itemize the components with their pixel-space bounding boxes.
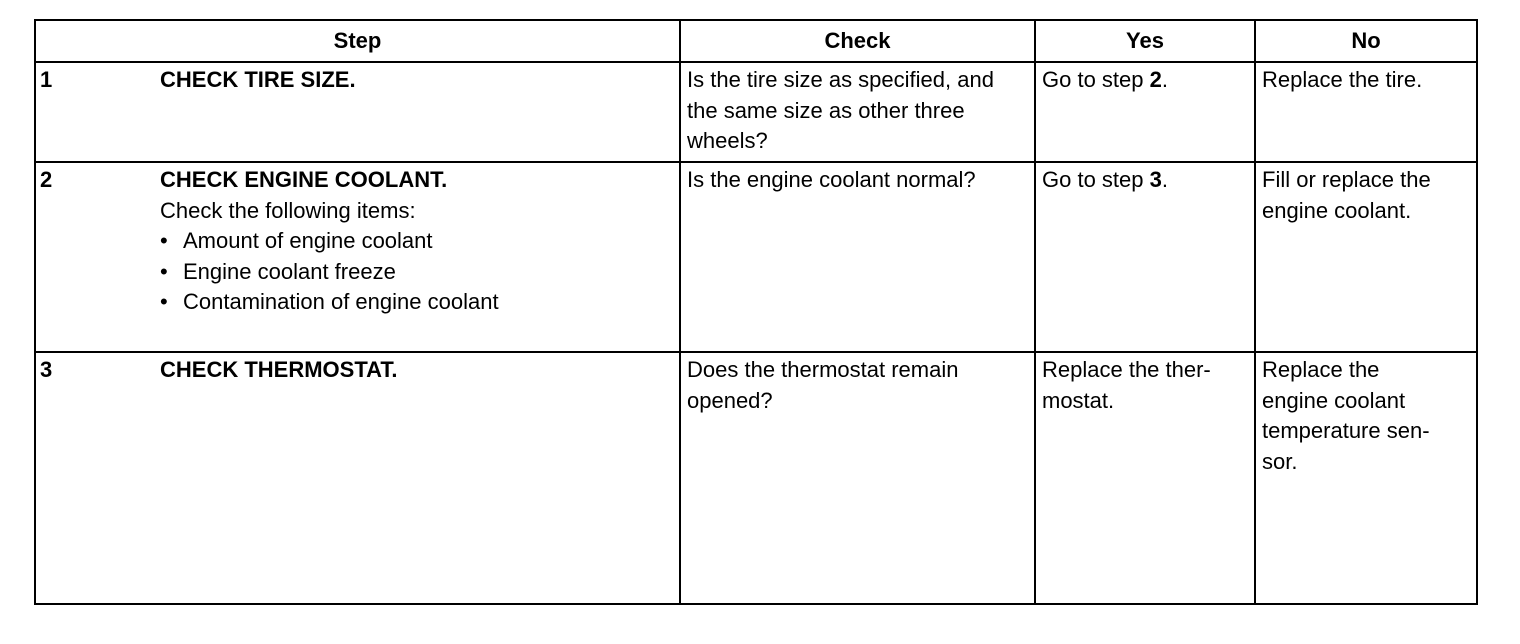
check-cell: Is the tire size as specified, and the same size as other three wheels?	[680, 62, 1035, 162]
yes-cell	[1035, 352, 1255, 604]
header-yes: Yes	[1035, 20, 1255, 62]
list-item-text: Amount of engine coolant	[183, 228, 433, 253]
yes-cell	[1035, 162, 1255, 352]
step-body	[160, 353, 679, 386]
list-item-text: Contamination of engine coolant	[183, 289, 499, 314]
yes-line: mostat.	[1042, 387, 1115, 413]
step-body	[160, 163, 679, 318]
no-line: sor.	[1262, 448, 1298, 474]
no-line: Replace the	[1262, 357, 1380, 382]
step-number: 3	[40, 357, 53, 382]
yes-cell	[1035, 62, 1255, 162]
no-cell: Replace the tire.	[1255, 62, 1477, 162]
yes-text: Go to step	[1042, 67, 1150, 92]
step-cell	[35, 62, 680, 162]
yes-suffix: .	[1161, 67, 1168, 92]
no-cell	[1255, 352, 1477, 604]
list-item	[160, 226, 679, 257]
yes-suffix: .	[1161, 167, 1168, 192]
yes-line: Replace the ther-	[1042, 357, 1211, 382]
bullet-icon: •	[160, 258, 168, 284]
table-row	[35, 62, 1477, 162]
step-reference: 2	[1149, 67, 1162, 92]
no-line: temperature sen-	[1262, 418, 1430, 443]
diagnostic-table	[34, 19, 1478, 605]
table-row	[35, 352, 1477, 604]
step-cell	[35, 352, 680, 604]
bullet-icon: •	[160, 228, 168, 253]
step-reference: 3	[1149, 167, 1162, 192]
step-body	[160, 63, 679, 96]
step-description: Check the following items:	[160, 197, 416, 223]
no-line: engine coolant	[1262, 387, 1406, 413]
step-number: 1	[40, 67, 53, 92]
step-title: CHECK TIRE SIZE.	[160, 67, 356, 92]
step-title: CHECK THERMOSTAT.	[160, 357, 398, 382]
bullet-list	[160, 226, 679, 318]
list-item	[160, 257, 679, 288]
list-item-text: Engine coolant freeze	[183, 258, 396, 284]
yes-text: Go to step	[1042, 167, 1150, 192]
no-cell: Fill or replace the engine coolant.	[1255, 162, 1477, 352]
header-check: Check	[680, 20, 1035, 62]
table-row	[35, 162, 1477, 352]
header-no: No	[1255, 20, 1477, 62]
step-number: 2	[40, 167, 53, 192]
bullet-icon: •	[160, 289, 168, 314]
step-cell	[35, 162, 680, 352]
list-item	[160, 287, 679, 318]
check-cell: Does the thermostat remain opened?	[680, 352, 1035, 604]
step-title: CHECK ENGINE COOLANT.	[160, 167, 448, 192]
header-step: Step	[35, 20, 680, 62]
header-row	[35, 20, 1477, 62]
check-cell: Is the engine coolant normal?	[680, 162, 1035, 352]
